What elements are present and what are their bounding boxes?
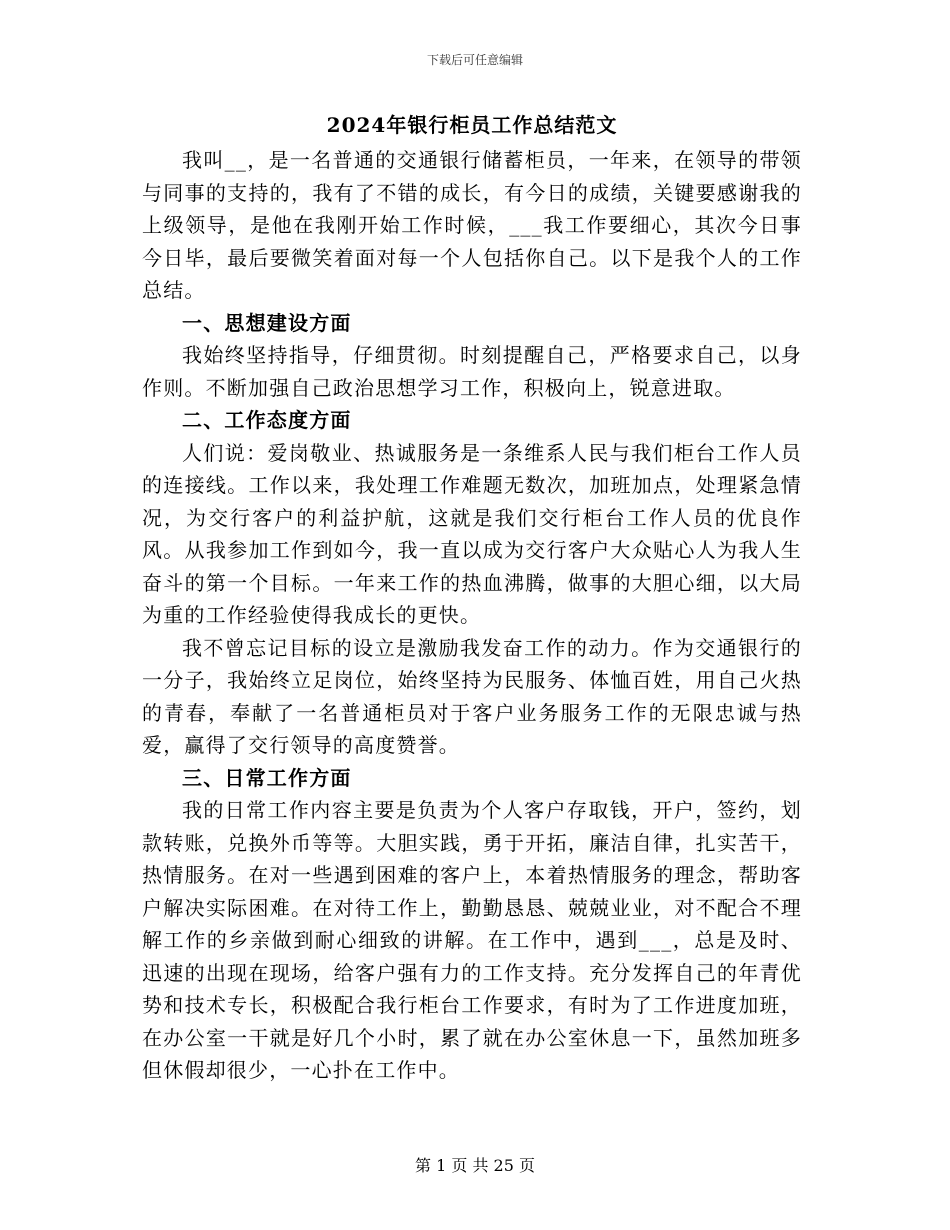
- page-header-note: 下载后可任意编辑: [426, 53, 523, 67]
- section-heading-attitude: 二、工作态度方面: [182, 408, 352, 432]
- section-attitude-paragraph-1: 人们说：爱岗敬业、热诚服务是一条维系人民与我们柜台工作人员的连接线。工作以来，我处理工作难题无数次，加班加点，处理紧急情况，为交行客户的利益护航，这就是我们交行柜台工作人员的优良作风。从我参加工作到如今，我一直以成为交行客户大众贴心人为我人生奋斗的第一个目标。一年来工作的热血沸腾，做事的大胆心细，以大局为重的工作经验使得我成长的更快。: [142, 440, 802, 627]
- document-title: 2024年银行柜员工作总结范文: [326, 113, 618, 137]
- page-number-footer: 第 1 页 共 25 页: [415, 1156, 535, 1175]
- intro-paragraph: 我叫__，是一名普通的交通银行储蓄柜员，一年来，在领导的带领与同事的支持的，我有了不错的成长，有今日的成绩，关键要感谢我的上级领导，是他在我刚开始工作时候，___我工作要细心，其次今日事今日毕，最后要微笑着面对每一个人包括你自己。以下是我个人的工作总结。: [142, 148, 802, 302]
- section-ideology-paragraph: 我始终坚持指导，仔细贯彻。时刻提醒自己，严格要求自己，以身作则。不断加强自己政治思想学习工作，积极向上，锐意进取。: [142, 343, 802, 400]
- document-body: [142, 106, 802, 1087]
- section-heading-ideology: 一、思想建设方面: [182, 310, 352, 335]
- section-daily-work-paragraph: 我的日常工作内容主要是负责为个人客户存取钱，开户，签约，划款转账，兑换外币等等。大胆实践，勇于开拓，廉洁自律，扎实苦干，热情服务。在对一些遇到困难的客户上，本着热情服务的理念，帮助客户解决实际困难。在对待工作上，勤勤恳恳、兢兢业业，对不配合不理解工作的乡亲做到耐心细致的讲解。在工作中，遇到___，总是及时、迅速的出现在现场，给客户强有力的工作支持。充分发挥自己的年青优势和技术专长，积极配合我行柜台工作要求，有时为了工作进度加班，在办公室一干就是好几个小时，累了就在办公室休息一下，虽然加班多但休假却很少，一心扑在工作中。: [142, 798, 802, 1082]
- section-heading-daily-work: 三、日常工作方面: [182, 765, 352, 790]
- section-attitude-paragraph-2: 我不曾忘记目标的设立是激励我发奋工作的动力。作为交通银行的一分子，我始终立足岗位，始终坚持为民服务、体恤百姓，用自己火热的青春，奉献了一名普通柜员对于客户业务服务工作的无限忠诚与热爱，赢得了交行领导的高度赞誉。: [142, 635, 802, 757]
